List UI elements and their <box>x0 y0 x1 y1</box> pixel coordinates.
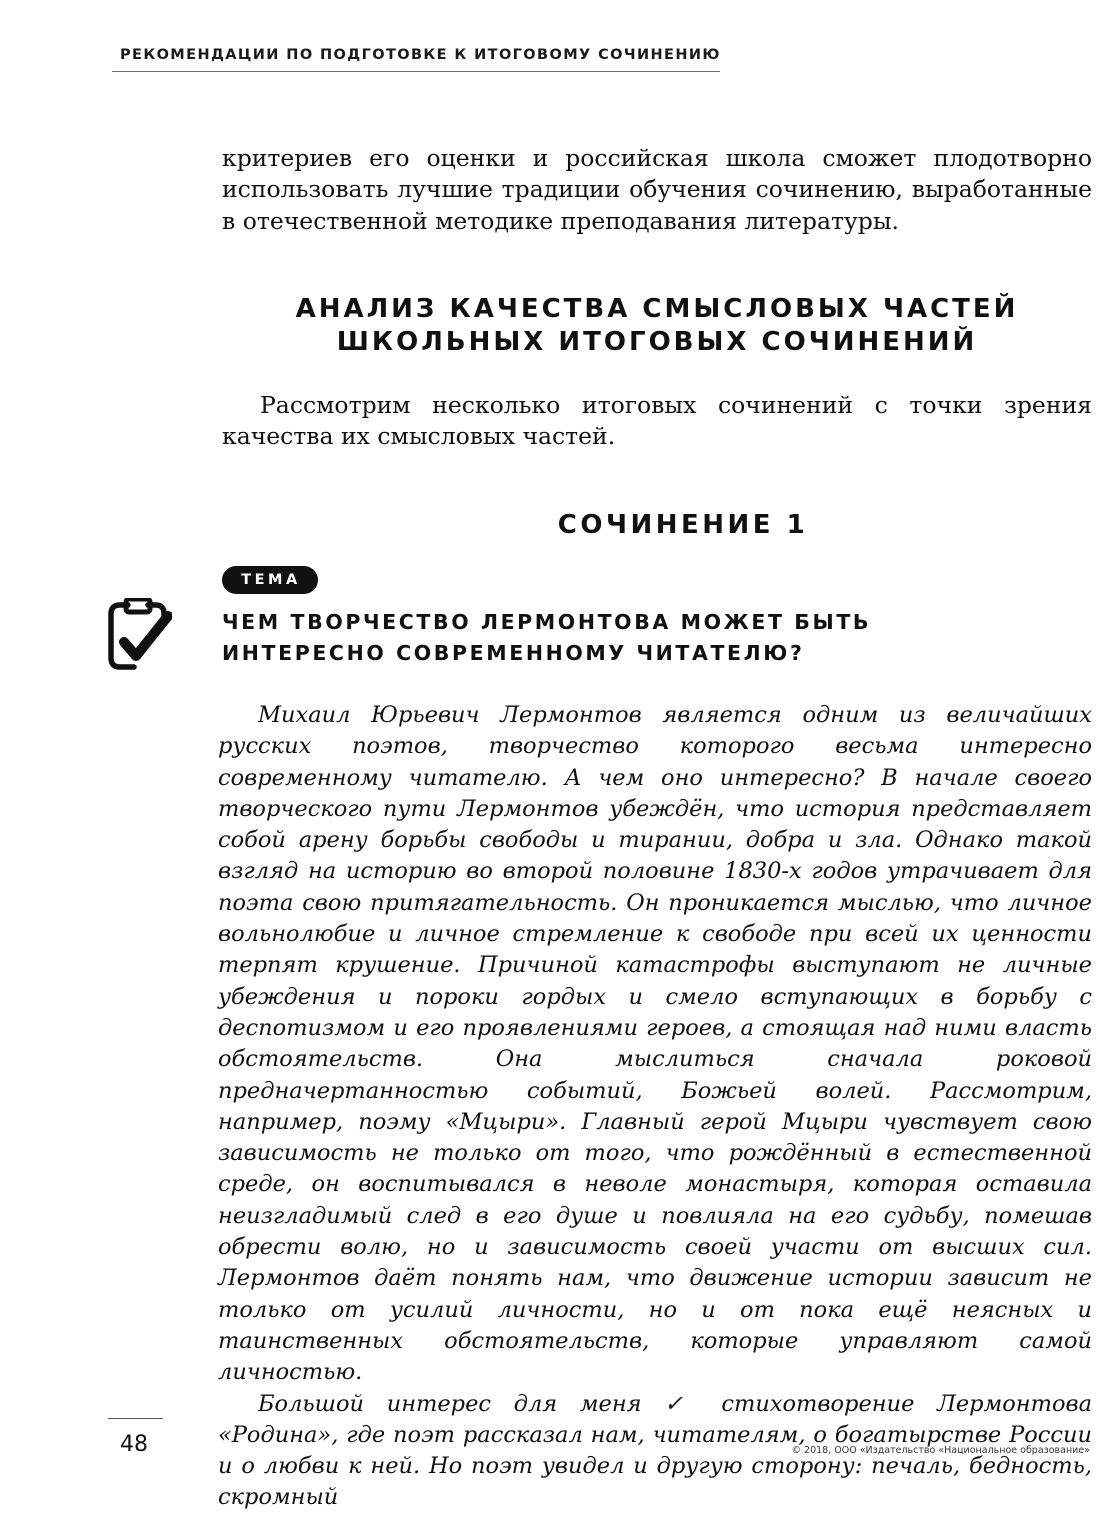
essay-paragraph: Михаил Юрьевич Лермонтов является одним из величайших русских поэтов, творчество которого весьма интересно современному читателю. А чем оно интересно? В начале своего творческого пути Лермонтов убеждён, что история представляет собой арену борьбы свободы и тирании, добра и зла. Однако такой взгляд на историю во второй половине 1830-х годов утрачивает для поэта свою притягательность. Он проникается мыслью, что личное вольнолюбие и личное стремление к свободе при всей их ценности терпят крушение. Причиной катастрофы выступают не личные убеждения и пороки гордых и смело вступающих в борьбу с деспотизмом и его проявлениями героев, а стоящая над ними власть обстоятельств. Она мыслиться сначала роковой предначертанностью событий, Божьей волей. Рассмотрим, например, поэму «Мцыри». Главный герой Мцыри чувствует свою зависимость не только от того, что рождённый в естественной среде, он воспитывался в неволе монастыря, которая оставила неизгладимый след в его душе и повлияла на его судьбу, помешав обрести волю, но и зависимость своей участи от высших сил. Лермонтов даёт понять нам, что движение истории зависит не только от усилий личности, но и от пока ещё неясных и таинственных обстоятельств, которые управляют самой личностью. <box>218 702 1092 1386</box>
page-number: 48 <box>120 1432 148 1457</box>
essay-topic <box>222 607 1082 669</box>
intro-text: критериев его оценки и российская школа сможет плодотворно использовать лучшие традиции обучения сочинению, выработанные в отечественной методике преподавания литературы. <box>222 144 1092 235</box>
topic-badge: ТЕМА <box>222 566 318 594</box>
intro-paragraph <box>222 143 1092 237</box>
footer-rule <box>108 1418 163 1419</box>
section-title-line2: ШКОЛЬНЫХ ИТОГОВЫХ СОЧИНЕНИЙ <box>336 327 978 357</box>
clipboard-check-icon <box>104 598 172 670</box>
essay-title <box>222 510 1092 540</box>
running-head-rule <box>112 71 720 72</box>
section-lead-text: Рассмотрим несколько итоговых сочинений с точки зрения качества их смысловых частей. <box>222 391 1092 451</box>
running-head: РЕКОМЕНДАЦИИ ПО ПОДГОТОВКЕ К ИТОГОВОМУ СОЧИНЕНИЮ <box>120 47 721 63</box>
section-lead <box>222 390 1092 453</box>
essay-paragraph: Большой интерес для меня ✓ стихотворение Лермонтова «Родина», где поэт рассказал нам, читателям, о богатырстве России и о любви к ней. Но поэт увидел и другую сторону: печаль, бедность, скромный <box>218 1390 1092 1511</box>
essay-topic-line1: ЧЕМ ТВОРЧЕСТВО ЛЕРМОНТОВА МОЖЕТ БЫТЬ <box>222 610 872 634</box>
section-title <box>222 293 1092 359</box>
essay-title-text: СОЧИНЕНИЕ 1 <box>557 510 809 540</box>
essay-topic-line2: ИНТЕРЕСНО СОВРЕМЕННОМУ ЧИТАТЕЛЮ? <box>222 641 805 665</box>
copyright-notice: © 2018, ООО «Издательство «Национальное образование» <box>791 1445 1090 1456</box>
section-title-line1: АНАЛИЗ КАЧЕСТВА СМЫСЛОВЫХ ЧАСТЕЙ <box>295 294 1019 324</box>
essay-body <box>218 700 1092 1514</box>
